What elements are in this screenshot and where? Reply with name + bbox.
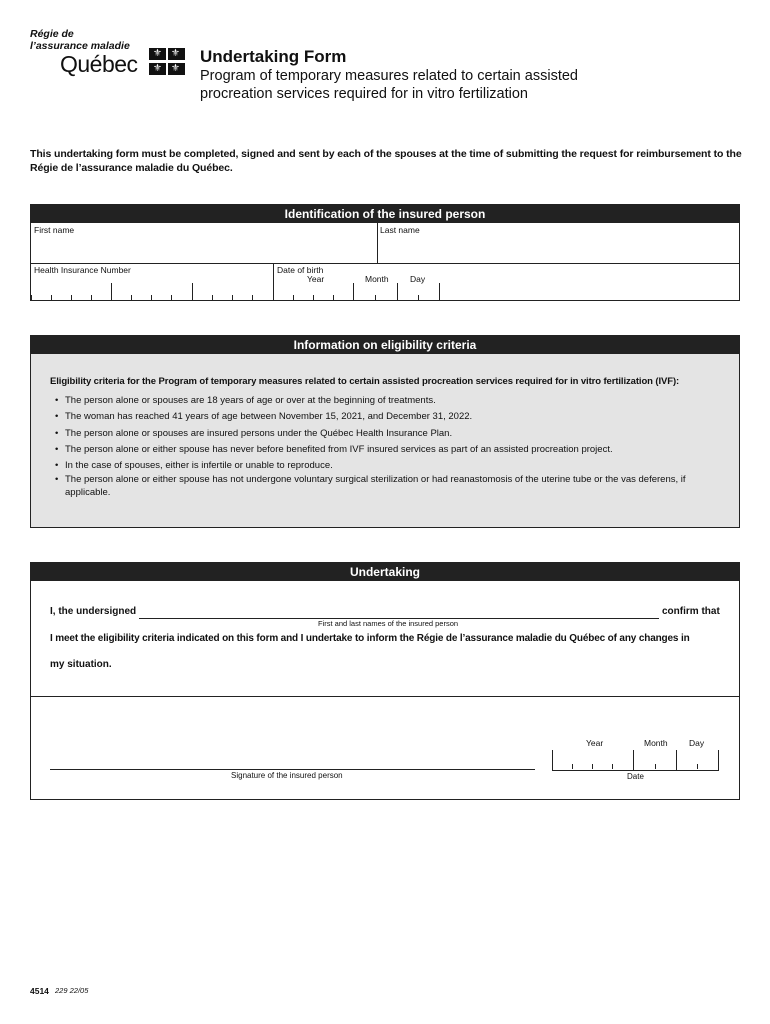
- regie-logo-line1: Régie de: [30, 28, 74, 40]
- dob-month-label: Month: [365, 274, 389, 284]
- form-title: Undertaking Form: [200, 47, 347, 66]
- date-year-label: Year: [586, 738, 604, 748]
- last-name-label: Last name: [380, 225, 420, 235]
- form-number: 4514: [30, 986, 49, 996]
- regie-logo-line2: l’assurance maladie: [30, 40, 130, 52]
- confirm-that-label: confirm that: [662, 606, 720, 617]
- insured-name-caption: First and last names of the insured person: [318, 619, 459, 628]
- eligibility-item: • The person alone or spouses are 18 years of age or over at the beginning of treatments.: [55, 393, 727, 409]
- i-the-undersigned-label: I, the undersigned: [50, 606, 137, 617]
- dob-day-label: Day: [410, 274, 426, 284]
- undertaking-statement: I meet the eligibility criteria indicated on this form and I undertake to inform the Régie de l’assurance maladie du Québec of any changes in: [50, 633, 690, 644]
- undertaking-heading: Undertaking: [31, 563, 739, 581]
- first-name-label: First name: [34, 225, 75, 235]
- quebec-logo-text: Québec: [60, 51, 138, 77]
- eligibility-item: • The woman has reached 41 years of age between November 15, 2021, and December 31, 2022.: [55, 409, 727, 425]
- eligibility-item: • The person alone or either spouse has not undergone voluntary surgical sterilization or had reanastomosis of the uterine tube or the vas deferens, if applicable.: [55, 474, 727, 499]
- form-subtitle: Program of temporary measures related to certain assisted procreation services required for in vitro fertilization: [200, 68, 578, 102]
- eligibility-criteria-list: [55, 393, 727, 499]
- date-day-label: Day: [689, 738, 705, 748]
- eligibility-item: • The person alone or spouses are insured persons under the Québec Health Insurance Plan.: [55, 426, 727, 442]
- eligibility-heading: Information on eligibility criteria: [31, 336, 739, 354]
- eligibility-section: [30, 335, 740, 528]
- signature-line: [50, 769, 535, 770]
- signature-date-field[interactable]: [552, 750, 718, 770]
- signature-caption: Signature of the insured person: [231, 771, 343, 780]
- health-insurance-number-field[interactable]: [31, 264, 273, 300]
- insured-name-field[interactable]: [139, 603, 659, 618]
- first-name-field[interactable]: [31, 223, 377, 263]
- eligibility-intro: Eligibility criteria for the Program of temporary measures related to certain assisted procreation services required for in vitro fertilization (IVF):: [50, 376, 680, 387]
- intro-text: This undertaking form must be completed, signed and sent by each of the spouses at the time of submitting the request for reimbursement to the Régie de l’assurance maladie du Québec.: [30, 148, 742, 174]
- date-caption: Date: [627, 772, 644, 781]
- date-month-label: Month: [644, 738, 668, 748]
- eligibility-item: • In the case of spouses, either is infertile or unable to reproduce.: [55, 458, 727, 474]
- quebec-flag-icon: ⚜ ⚜ ⚜ ⚜: [149, 48, 185, 75]
- identification-heading: Identification of the insured person: [31, 205, 739, 223]
- identification-section: [30, 204, 740, 301]
- form-version: 229 22/05: [55, 986, 89, 995]
- last-name-field[interactable]: [378, 223, 739, 263]
- eligibility-item: • The person alone or either spouse has never before benefited from IVF insured services as part of an assisted procreation project.: [55, 442, 727, 458]
- date-of-birth-label: Date of birth: [277, 265, 324, 275]
- date-of-birth-field[interactable]: [274, 283, 439, 301]
- signature-field[interactable]: [50, 739, 535, 769]
- health-insurance-number-label: Health Insurance Number: [34, 265, 131, 275]
- undertaking-statement-end: my situation.: [50, 659, 112, 670]
- dob-year-label: Year: [307, 274, 325, 284]
- undertaking-section: [30, 562, 740, 800]
